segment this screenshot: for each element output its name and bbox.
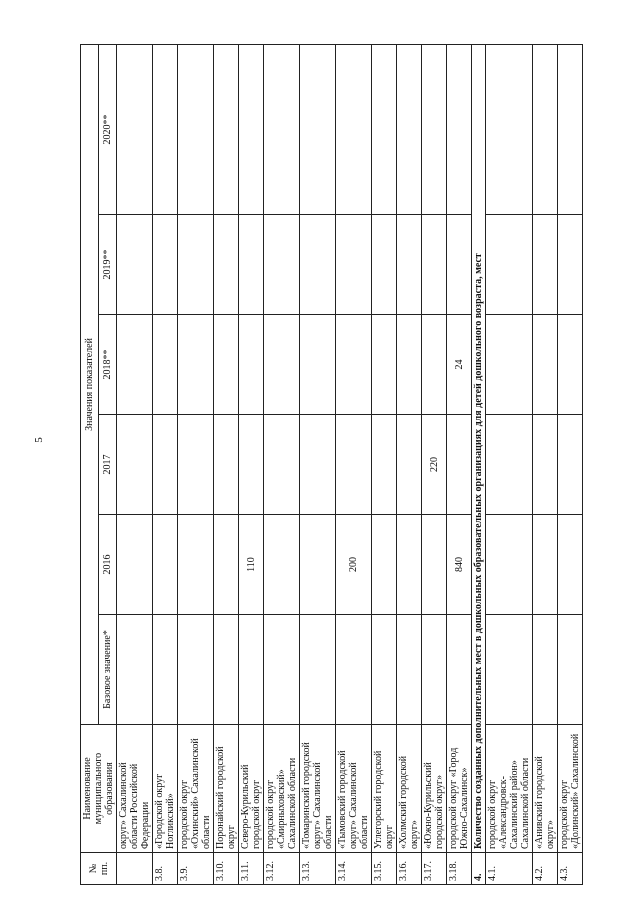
- value-cell: [264, 415, 300, 515]
- value-cell: [397, 415, 422, 515]
- value-cell: [153, 44, 178, 214]
- value-cell: [533, 315, 558, 415]
- table-row: [214, 44, 239, 884]
- value-cell: [117, 415, 153, 515]
- value-cell: [300, 44, 336, 214]
- row-name: городской округ «Смирныховский» Сахалинской области: [264, 725, 300, 853]
- row-number: 4.1.: [486, 853, 533, 885]
- table-body-section-4: [486, 44, 583, 884]
- row-number: 4.2.: [533, 853, 558, 885]
- table-row: [117, 44, 153, 884]
- row-number: [117, 853, 153, 885]
- value-cell: [264, 44, 300, 214]
- table-row: [239, 44, 264, 884]
- value-cell: [300, 315, 336, 415]
- row-name: округ» Сахалинской области Российской Федерации: [117, 725, 153, 853]
- value-cell: [178, 315, 214, 415]
- table-row: [558, 44, 583, 884]
- value-cell: [214, 215, 239, 315]
- row-number: 3.11.: [239, 853, 264, 885]
- table-header: [81, 44, 117, 884]
- row-number: 3.18.: [447, 853, 472, 885]
- section-number: 4.: [472, 853, 486, 885]
- row-number: 3.14.: [336, 853, 372, 885]
- value-cell: [239, 215, 264, 315]
- section-row: [472, 44, 486, 884]
- table-row: [178, 44, 214, 884]
- value-cell: [153, 315, 178, 415]
- value-cell: 200: [336, 515, 372, 615]
- table-row: [153, 44, 178, 884]
- value-cell: [372, 215, 397, 315]
- value-cell: [214, 615, 239, 725]
- value-cell: [486, 615, 533, 725]
- table-row: [336, 44, 372, 884]
- value-cell: [558, 615, 583, 725]
- row-name: «Анивский городской округ»: [533, 725, 558, 853]
- value-cell: [486, 215, 533, 315]
- value-cell: [239, 315, 264, 415]
- value-cell: [117, 615, 153, 725]
- table-body: [117, 44, 472, 884]
- value-cell: [372, 44, 397, 214]
- section-4: [472, 44, 486, 884]
- row-number: 3.8.: [153, 853, 178, 885]
- header-year: 2016: [99, 515, 117, 615]
- value-cell: [153, 215, 178, 315]
- value-cell: [117, 515, 153, 615]
- value-cell: [300, 215, 336, 315]
- value-cell: [239, 415, 264, 515]
- value-cell: [397, 615, 422, 725]
- header-no: № пп.: [81, 853, 117, 885]
- value-cell: [264, 515, 300, 615]
- value-cell: [264, 215, 300, 315]
- value-cell: [422, 315, 447, 415]
- row-name: «Тымовский городской округ» Сахалинской области: [336, 725, 372, 853]
- header-year: 2018**: [99, 315, 117, 415]
- header-base: Базовое значение*: [99, 615, 117, 725]
- value-cell: [336, 44, 372, 214]
- section-title: Количество созданных дополнительных мест в дошкольных образовательных организациях для детей дошкольного возраста, мест: [472, 44, 486, 852]
- table-row: [486, 44, 533, 884]
- row-name: городской округ «Охинский» Сахалинской области: [178, 725, 214, 853]
- row-name: «Холмский городской округ»: [397, 725, 422, 853]
- header-year: 2019**: [99, 215, 117, 315]
- row-name: Углегорский городской округ: [372, 725, 397, 853]
- value-cell: [422, 44, 447, 214]
- value-cell: 24: [447, 315, 472, 415]
- value-cell: 220: [422, 415, 447, 515]
- value-cell: [533, 615, 558, 725]
- value-cell: [447, 615, 472, 725]
- value-cell: [422, 515, 447, 615]
- row-number: 3.16.: [397, 853, 422, 885]
- value-cell: [336, 215, 372, 315]
- row-number: 3.10.: [214, 853, 239, 885]
- value-cell: [533, 44, 558, 214]
- value-cell: [486, 315, 533, 415]
- page-number: 5: [32, 437, 45, 443]
- value-cell: [486, 515, 533, 615]
- row-name: Поронайский городской округ: [214, 725, 239, 853]
- header-year: 2020**: [99, 44, 117, 214]
- row-number: 3.13.: [300, 853, 336, 885]
- value-cell: [239, 615, 264, 725]
- value-cell: [372, 615, 397, 725]
- value-cell: [447, 215, 472, 315]
- header-group: Значения показателей: [81, 44, 99, 724]
- value-cell: [558, 415, 583, 515]
- table-row: [533, 44, 558, 884]
- row-name: Северо-Курильский городской округ: [239, 725, 264, 853]
- value-cell: [558, 515, 583, 615]
- row-number: 3.15.: [372, 853, 397, 885]
- value-cell: [336, 415, 372, 515]
- value-cell: [264, 615, 300, 725]
- value-cell: [300, 615, 336, 725]
- value-cell: [533, 515, 558, 615]
- table-row: [422, 44, 447, 884]
- row-name: городской округ «Долинский» Сахалинской: [558, 725, 583, 853]
- row-number: 3.17.: [422, 853, 447, 885]
- value-cell: [558, 215, 583, 315]
- value-cell: [117, 44, 153, 214]
- value-cell: [372, 515, 397, 615]
- table-row: [372, 44, 397, 884]
- header-year: 2017: [99, 415, 117, 515]
- value-cell: [397, 315, 422, 415]
- row-name: «Городской округ Ногликский»: [153, 725, 178, 853]
- value-cell: [372, 415, 397, 515]
- value-cell: [117, 315, 153, 415]
- value-cell: [153, 615, 178, 725]
- row-number: 3.9.: [178, 853, 214, 885]
- value-cell: [153, 515, 178, 615]
- value-cell: [178, 515, 214, 615]
- table-row: [264, 44, 300, 884]
- value-cell: [533, 415, 558, 515]
- value-cell: [300, 515, 336, 615]
- value-cell: [178, 415, 214, 515]
- row-number: 4.3.: [558, 853, 583, 885]
- value-cell: [336, 615, 372, 725]
- row-number: 3.12.: [264, 853, 300, 885]
- value-cell: [447, 44, 472, 214]
- value-cell: 840: [447, 515, 472, 615]
- value-cell: [264, 315, 300, 415]
- value-cell: [178, 44, 214, 214]
- value-cell: [214, 415, 239, 515]
- row-name: «Томаринский городской округ» Сахалинской области: [300, 725, 336, 853]
- value-cell: [214, 515, 239, 615]
- value-cell: [372, 315, 397, 415]
- value-cell: [558, 315, 583, 415]
- value-cell: 110: [239, 515, 264, 615]
- value-cell: [447, 415, 472, 515]
- row-name: городской округ «Город Южно-Сахалинск»: [447, 725, 472, 853]
- value-cell: [239, 44, 264, 214]
- value-cell: [397, 44, 422, 214]
- table-row: [397, 44, 422, 884]
- indicator-table: [80, 44, 583, 885]
- row-name: «Южно-Курильский городской округ»: [422, 725, 447, 853]
- value-cell: [486, 415, 533, 515]
- value-cell: [178, 215, 214, 315]
- row-name: городской округ «Александровск-Сахалинский район» Сахалинской области: [486, 725, 533, 853]
- value-cell: [397, 515, 422, 615]
- value-cell: [422, 215, 447, 315]
- table-row: [447, 44, 472, 884]
- value-cell: [336, 315, 372, 415]
- table-row: [300, 44, 336, 884]
- value-cell: [214, 44, 239, 214]
- value-cell: [486, 44, 533, 214]
- value-cell: [397, 215, 422, 315]
- value-cell: [558, 44, 583, 214]
- value-cell: [178, 615, 214, 725]
- value-cell: [153, 415, 178, 515]
- header-name: Наименование муниципального образования: [81, 725, 117, 853]
- value-cell: [533, 215, 558, 315]
- value-cell: [300, 415, 336, 515]
- indicator-table-container: [80, 45, 581, 885]
- value-cell: [214, 315, 239, 415]
- value-cell: [117, 215, 153, 315]
- value-cell: [422, 615, 447, 725]
